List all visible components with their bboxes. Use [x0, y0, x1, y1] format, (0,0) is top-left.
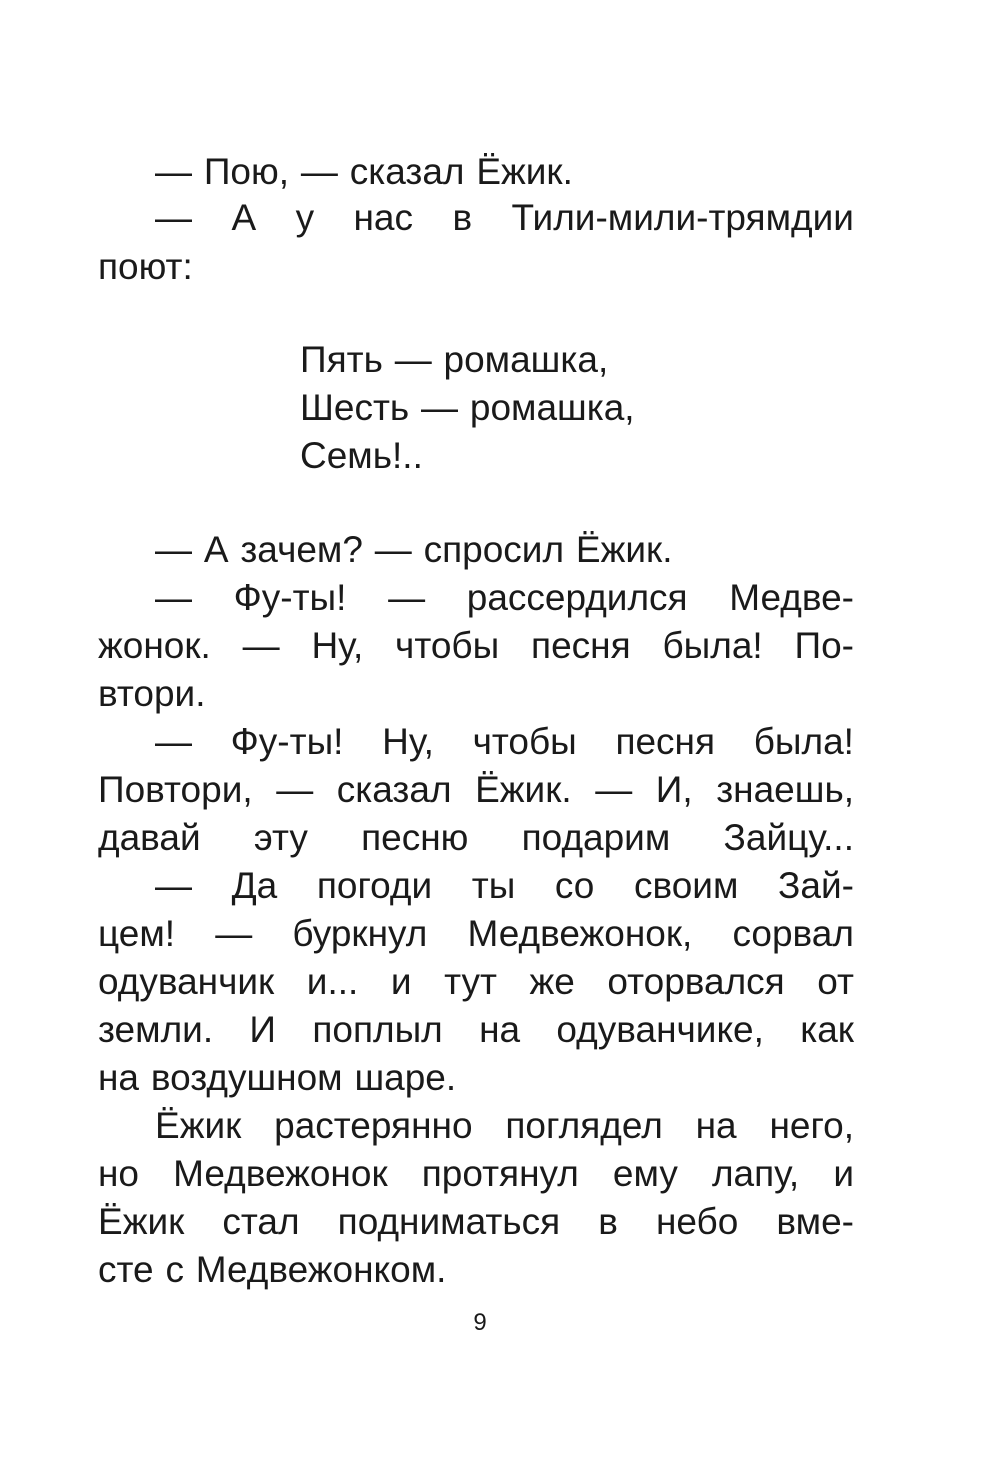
word: в — [452, 197, 473, 238]
text-line — [98, 1246, 854, 1294]
text-line — [98, 1150, 854, 1198]
text-line — [98, 1006, 854, 1054]
word: — — [394, 339, 432, 380]
word: Фу-ты! — [230, 721, 344, 762]
word: — — [155, 197, 192, 238]
word: — — [155, 529, 192, 570]
word: тут — [444, 961, 497, 1002]
word: чтобы — [395, 625, 500, 666]
word: Медвежонок — [173, 1153, 388, 1194]
word: чтобы — [472, 721, 577, 762]
text-line — [98, 243, 854, 291]
text-line — [98, 766, 854, 814]
word: нас — [353, 197, 414, 238]
word: — — [215, 913, 253, 954]
word: погоди — [316, 865, 433, 906]
word: и — [833, 1153, 854, 1194]
word: ромашка, — [469, 387, 635, 428]
word: него, — [769, 1105, 854, 1146]
text-line — [98, 814, 854, 862]
word: Ну, — [382, 721, 434, 762]
word: Зай- — [778, 865, 854, 906]
word: — — [155, 151, 192, 192]
word: протянул — [421, 1153, 579, 1194]
word: земли. — [98, 1009, 214, 1050]
word: зачем? — [240, 529, 363, 570]
word: — — [276, 769, 314, 810]
word: песня — [531, 625, 631, 666]
word: была! — [662, 625, 763, 666]
word: поют: — [98, 246, 193, 287]
word: — — [595, 769, 633, 810]
text-line — [155, 148, 854, 196]
word: — — [421, 387, 459, 428]
word: знаешь, — [716, 769, 854, 810]
text-line — [155, 862, 854, 910]
word: сорвал — [732, 913, 854, 954]
word: — — [155, 721, 192, 762]
word: эту — [253, 817, 308, 858]
text-line — [98, 622, 854, 670]
word: — — [300, 151, 338, 192]
word: цем! — [98, 913, 176, 954]
word: поглядел — [505, 1105, 663, 1146]
word: ромашка, — [443, 339, 609, 380]
word: одуванчике, — [556, 1009, 764, 1050]
word: и... — [306, 961, 359, 1002]
word: на — [98, 1057, 140, 1098]
text-line — [155, 526, 854, 574]
word: сказал — [349, 151, 465, 192]
word: Повтори, — [98, 769, 253, 810]
word: воздушном — [150, 1057, 343, 1098]
verse-line — [300, 336, 608, 384]
word: подниматься — [337, 1201, 561, 1242]
text-line — [155, 718, 854, 766]
word: жонок. — [98, 625, 211, 666]
word: шаре. — [354, 1057, 457, 1098]
word: По- — [794, 625, 854, 666]
word: — — [155, 865, 192, 906]
text-line — [98, 1054, 854, 1102]
word: Да — [231, 865, 278, 906]
word: — — [388, 577, 426, 618]
word: своим — [633, 865, 739, 906]
word: одуванчик — [98, 961, 275, 1002]
word: вме- — [776, 1201, 854, 1242]
word: Медвежонком. — [195, 1249, 447, 1290]
word: Шесть — [300, 387, 410, 428]
word: спросил — [423, 529, 565, 570]
verse-line — [300, 384, 635, 432]
word: ты — [471, 865, 516, 906]
word: подарим — [521, 817, 671, 858]
word: Медвежонок, — [467, 913, 693, 954]
word: рассердился — [466, 577, 688, 618]
word: лапу, — [711, 1153, 800, 1194]
word: — — [155, 577, 192, 618]
word: со — [554, 865, 595, 906]
text-line — [98, 1198, 854, 1246]
word: Ёжик — [155, 1105, 242, 1146]
page-number: 9 — [473, 1309, 487, 1336]
word: И, — [655, 769, 693, 810]
word: Тили-мили-трямдии — [511, 197, 854, 238]
word: Ёжик. — [575, 529, 673, 570]
word: с — [165, 1249, 184, 1290]
word: сте — [98, 1249, 154, 1290]
word: стал — [222, 1201, 300, 1242]
word: у — [295, 197, 315, 238]
word: Зайцу... — [723, 817, 854, 858]
word: небо — [655, 1201, 739, 1242]
text-line — [155, 194, 854, 242]
word: Пою, — [203, 151, 290, 192]
word: И — [249, 1009, 277, 1050]
word: А — [231, 197, 257, 238]
word: — — [374, 529, 412, 570]
word: и — [390, 961, 412, 1002]
word: оторвался — [607, 961, 785, 1002]
word: втори. — [98, 673, 206, 714]
word: буркнул — [292, 913, 428, 954]
word: на — [479, 1009, 521, 1050]
word: в — [598, 1201, 618, 1242]
word: Ёжик. — [476, 151, 573, 192]
word: Семь!.. — [300, 435, 423, 476]
word: Ёжик — [98, 1201, 185, 1242]
word: но — [98, 1153, 140, 1194]
word: Фу-ты! — [233, 577, 347, 618]
word: от — [817, 961, 854, 1002]
verse-line — [300, 432, 423, 480]
word: была! — [753, 721, 854, 762]
word: Пять — [300, 339, 383, 380]
word: растерянно — [274, 1105, 473, 1146]
text-line — [98, 670, 854, 718]
text-line — [155, 1102, 854, 1150]
word: Ну, — [311, 625, 364, 666]
word: ему — [612, 1153, 678, 1194]
word: Ёжик. — [475, 769, 572, 810]
word: Медве- — [729, 577, 854, 618]
word: сказал — [336, 769, 452, 810]
text-line — [98, 910, 854, 958]
word: песню — [361, 817, 469, 858]
text-line — [155, 574, 854, 622]
word: песня — [615, 721, 716, 762]
word: на — [695, 1105, 737, 1146]
word: давай — [98, 817, 201, 858]
word: как — [800, 1009, 854, 1050]
word: поплыл — [312, 1009, 443, 1050]
word: — — [242, 625, 280, 666]
text-line — [98, 958, 854, 1006]
word: же — [529, 961, 575, 1002]
word: А — [203, 529, 229, 570]
